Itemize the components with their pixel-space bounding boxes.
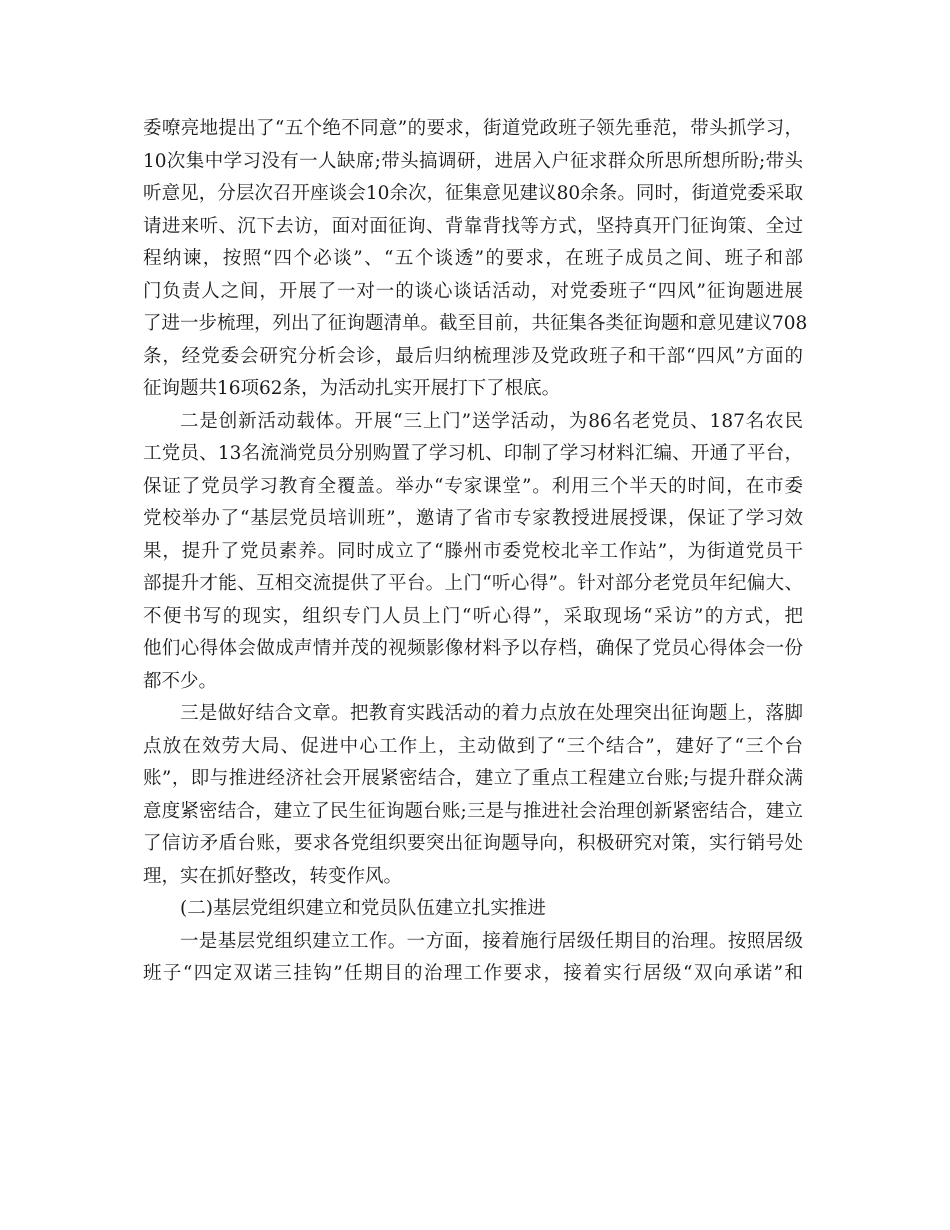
text-line: 二是创新活动载体。开展“三上门”送学活动，为86名老党员、187名农民 [180,410,803,432]
text-line: 了信访矛盾台账，要求各党组织要突出征询题导向，积极研究对策，实行销号处 [143,833,803,854]
text-line: 10次集中学习没有一人缺席;带头搞调研，进居入户征求群众所思所想所盼;带头 [143,150,803,172]
text-line: 理，实在抓好整改，转变作风。 [143,865,403,887]
text-line: 门负责人之间，开展了一对一的谈心谈话活动，对党委班子“四风”征询题进展 [143,280,803,302]
text-line: 程纳谏，按照“四个必谈”、“五个谈透”的要求，在班子成员之间、班子和部 [143,248,803,269]
text-line: 部提升才能、互相交流提供了平台。上门“听心得”。针对部分老党员年纪偏大、 [143,573,803,594]
text-line: 点放在效劳大局、促进中心工作上，主动做到了“三个结合”，建好了“三个台 [143,735,803,757]
text-line: 意度紧密结合，建立了民生征询题台账;三是与推进社会治理创新紧密结合，建立 [143,800,803,822]
text-line: 征询题共16项62条，为活动扎实开展打下了根底。 [143,378,561,399]
text-line: 果，提升了党员素养。同时成立了“滕州市委党校北辛工作站”，为街道党员干 [143,540,803,562]
text-line: 他们心得体会做成声情并茂的视频影像材料予以存档，确保了党员心得体会一份 [143,638,803,659]
text-line: 委嘹亮地提出了“五个绝不同意”的要求，街道党政班子领先垂范，带头抓学习， [143,118,803,139]
text-line: 保证了党员学习教育全覆盖。举办“专家课堂”。利用三个半天的时间，在市委 [143,475,803,497]
text-line: 账”，即与推进经济社会开展紧密结合，建立了重点工程建立台账;与提升群众满 [143,768,803,789]
text-line: 党校举办了“基层党员培训班”，邀请了省市专家教授进展授课，保证了学习效 [143,508,803,529]
text-line: 三是做好结合文章。把教育实践活动的着力点放在处理突出征询题上，落脚 [180,703,803,724]
text-line: 听意见，分层次召开座谈会10余次，征集意见建议80余条。同时，街道党委采取 [143,183,803,204]
text-line: 了进一步梳理，列出了征询题清单。截至目前，共征集各类征询题和意见建议708 [143,313,808,334]
text-line: 班子“四定双诺三挂钩”任期目的治理工作要求，接着实行居级“双向承诺”和 [143,963,803,984]
document-body [143,113,808,991]
text-line: 工党员、13名流淌党员分别购置了学习机、印制了学习材料汇编、开通了平台， [143,443,803,464]
text-line: 不便书写的现实，组织专门人员上门“听心得”，采取现场“采访”的方式，把 [143,605,803,627]
text-line: 请进来听、沉下去访，面对面征询、背靠背找等方式，坚持真开门征询策、全过 [143,215,803,237]
text-line: 一是基层党组织建立工作。一方面，接着施行居级任期目的治理。按照居级 [180,930,803,952]
text-line: 都不少。 [143,670,218,692]
section-heading: (二)基层党组织建立和党员队伍建立扎实推进 [180,898,546,919]
text-line: 条，经党委会研究分析会诊，最后归纳梳理涉及党政班子和干部“四风”方面的 [143,345,803,367]
